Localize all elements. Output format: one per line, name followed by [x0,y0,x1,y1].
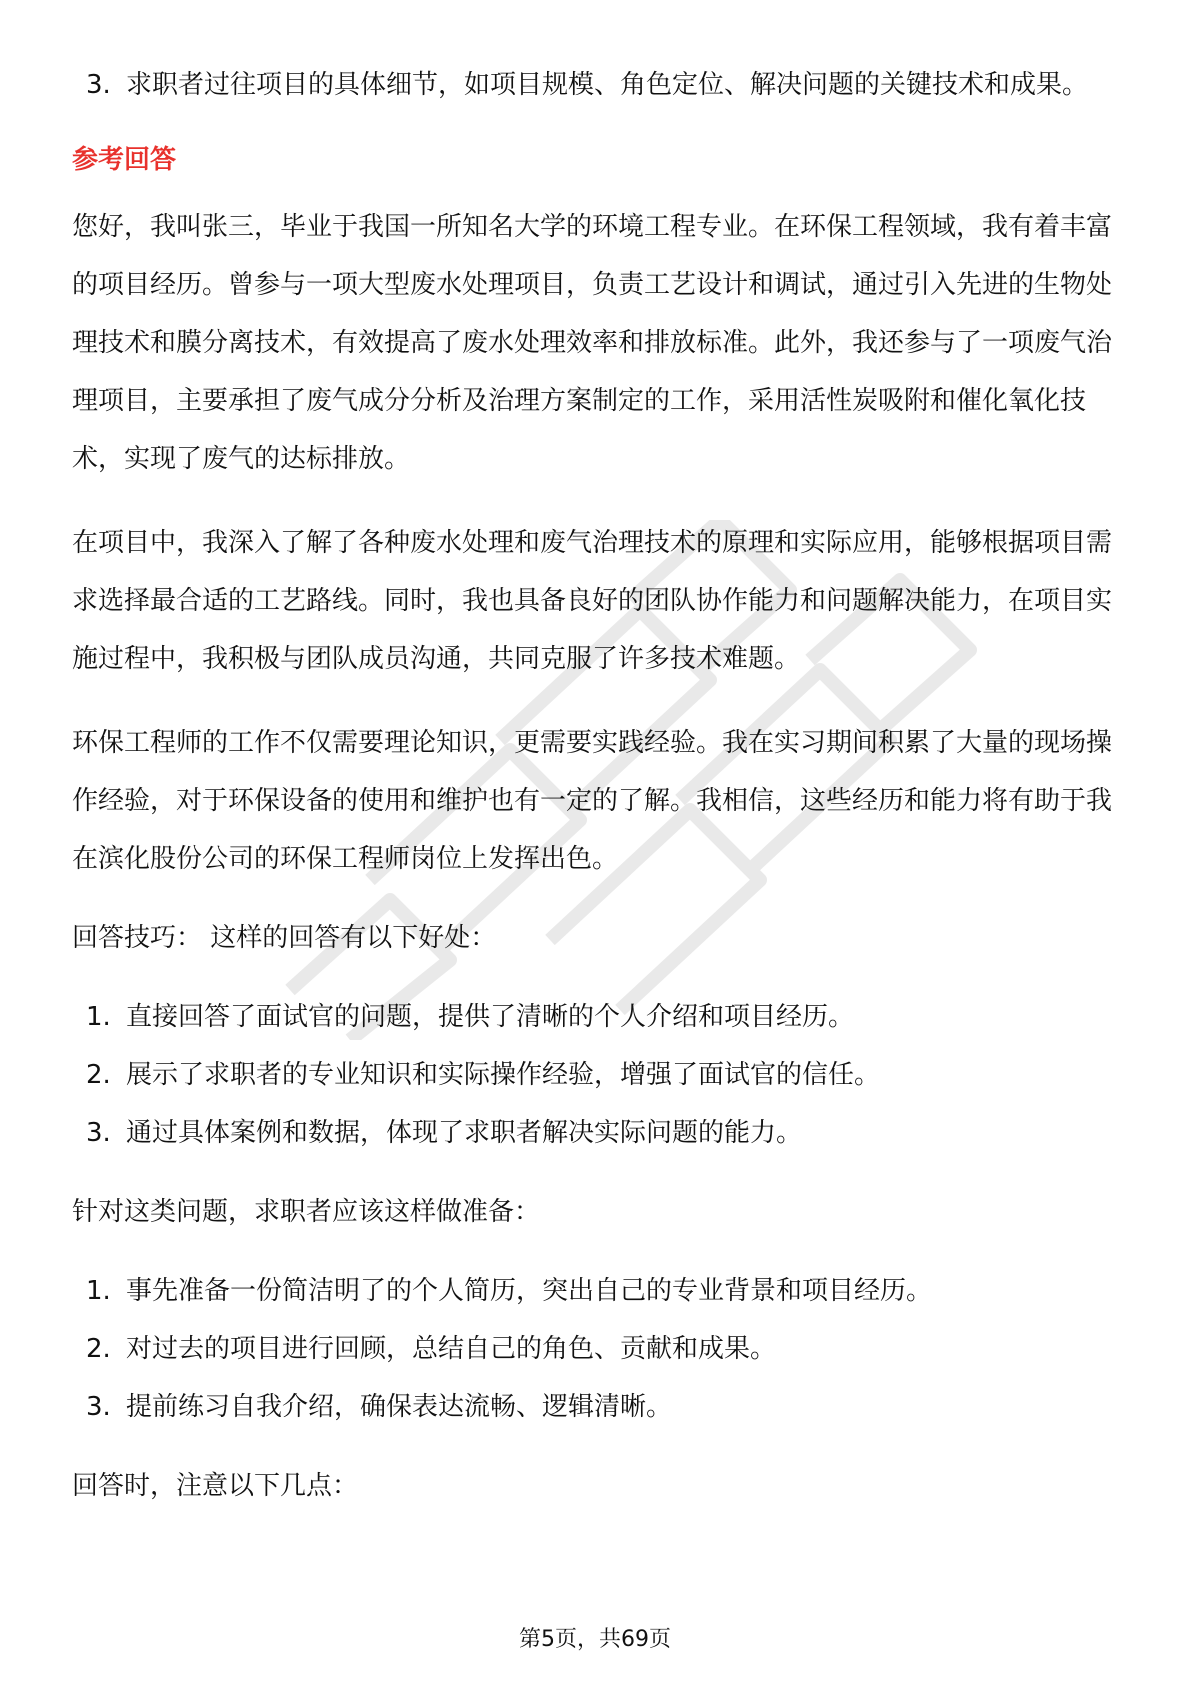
list-item-text: 对过去的项目进行回顾，总结自己的角色、贡献和成果。 [126,1334,777,1364]
list-item-text: 求职者过往项目的具体细节，如项目规模、角色定位、解决问题的关键技术和成果。 [126,70,1089,100]
list-item [72,1320,1118,1378]
answer-paragraph: 在项目中，我深入了解了各种废水处理和废气治理技术的原理和实际应用，能够根据项目需求选择最合适的工艺路线。同时，我也具备良好的团队协作能力和问题解决能力，在项目实施过程中，我积极与团队成员沟通，共同克服了许多技术难题。 [72,528,1113,674]
preparation-intro: 针对这类问题，求职者应该这样做准备： [72,1197,541,1227]
list-item-text: 提前练习自我介绍，确保表达流畅、逻辑清晰。 [126,1392,673,1422]
list-item-number: 3. [86,70,111,100]
list-item-number: 2. [86,1334,111,1364]
list-item [72,1262,1118,1320]
list-item [72,988,1118,1046]
list-item [72,56,1118,114]
top-list [72,56,1118,114]
answer-paragraph: 您好，我叫张三，毕业于我国一所知名大学的环境工程专业。在环保工程领域，我有着丰富的项目经历。曾参与一项大型废水处理项目，负责工艺设计和调试，通过引入先进的生物处理技术和膜分离技术，有效提高了废水处理效率和排放标准。此外，我还参与了一项废气治理项目，主要承担了废气成分分析及治理方案制定的工作，采用活性炭吸附和催化氧化技术，实现了废气的达标排放。 [72,212,1113,474]
list-item-number: 2. [86,1060,111,1090]
list-item [72,1104,1118,1162]
list-item-number: 3. [86,1392,111,1422]
document-page [72,56,1118,1536]
list-item-number: 1. [86,1002,111,1032]
notes-intro: 回答时，注意以下几点： [72,1471,359,1501]
preparation-list [72,1262,1118,1436]
section-heading-reference-answer: 参考回答 [72,145,177,175]
list-item [72,1046,1118,1104]
tips-list [72,988,1118,1162]
list-item-text: 展示了求职者的专业知识和实际操作经验，增强了面试官的信任。 [126,1060,881,1090]
list-item-text: 通过具体案例和数据，体现了求职者解决实际问题的能力。 [126,1118,803,1148]
tips-intro: 回答技巧： 这样的回答有以下好处： [72,923,497,953]
list-item-text: 直接回答了面试官的问题，提供了清晰的个人介绍和项目经历。 [126,1002,855,1032]
list-item-number: 1. [86,1276,111,1306]
page-number: 第5页，共69页 [519,1627,671,1652]
list-item-number: 3. [86,1118,111,1148]
list-item [72,1378,1118,1436]
answer-paragraph: 环保工程师的工作不仅需要理论知识，更需要实践经验。我在实习期间积累了大量的现场操作经验，对于环保设备的使用和维护也有一定的了解。我相信，这些经历和能力将有助于我在滨化股份公司的环保工程师岗位上发挥出色。 [72,728,1113,874]
list-item-text: 事先准备一份简洁明了的个人简历，突出自己的专业背景和项目经历。 [126,1276,933,1306]
